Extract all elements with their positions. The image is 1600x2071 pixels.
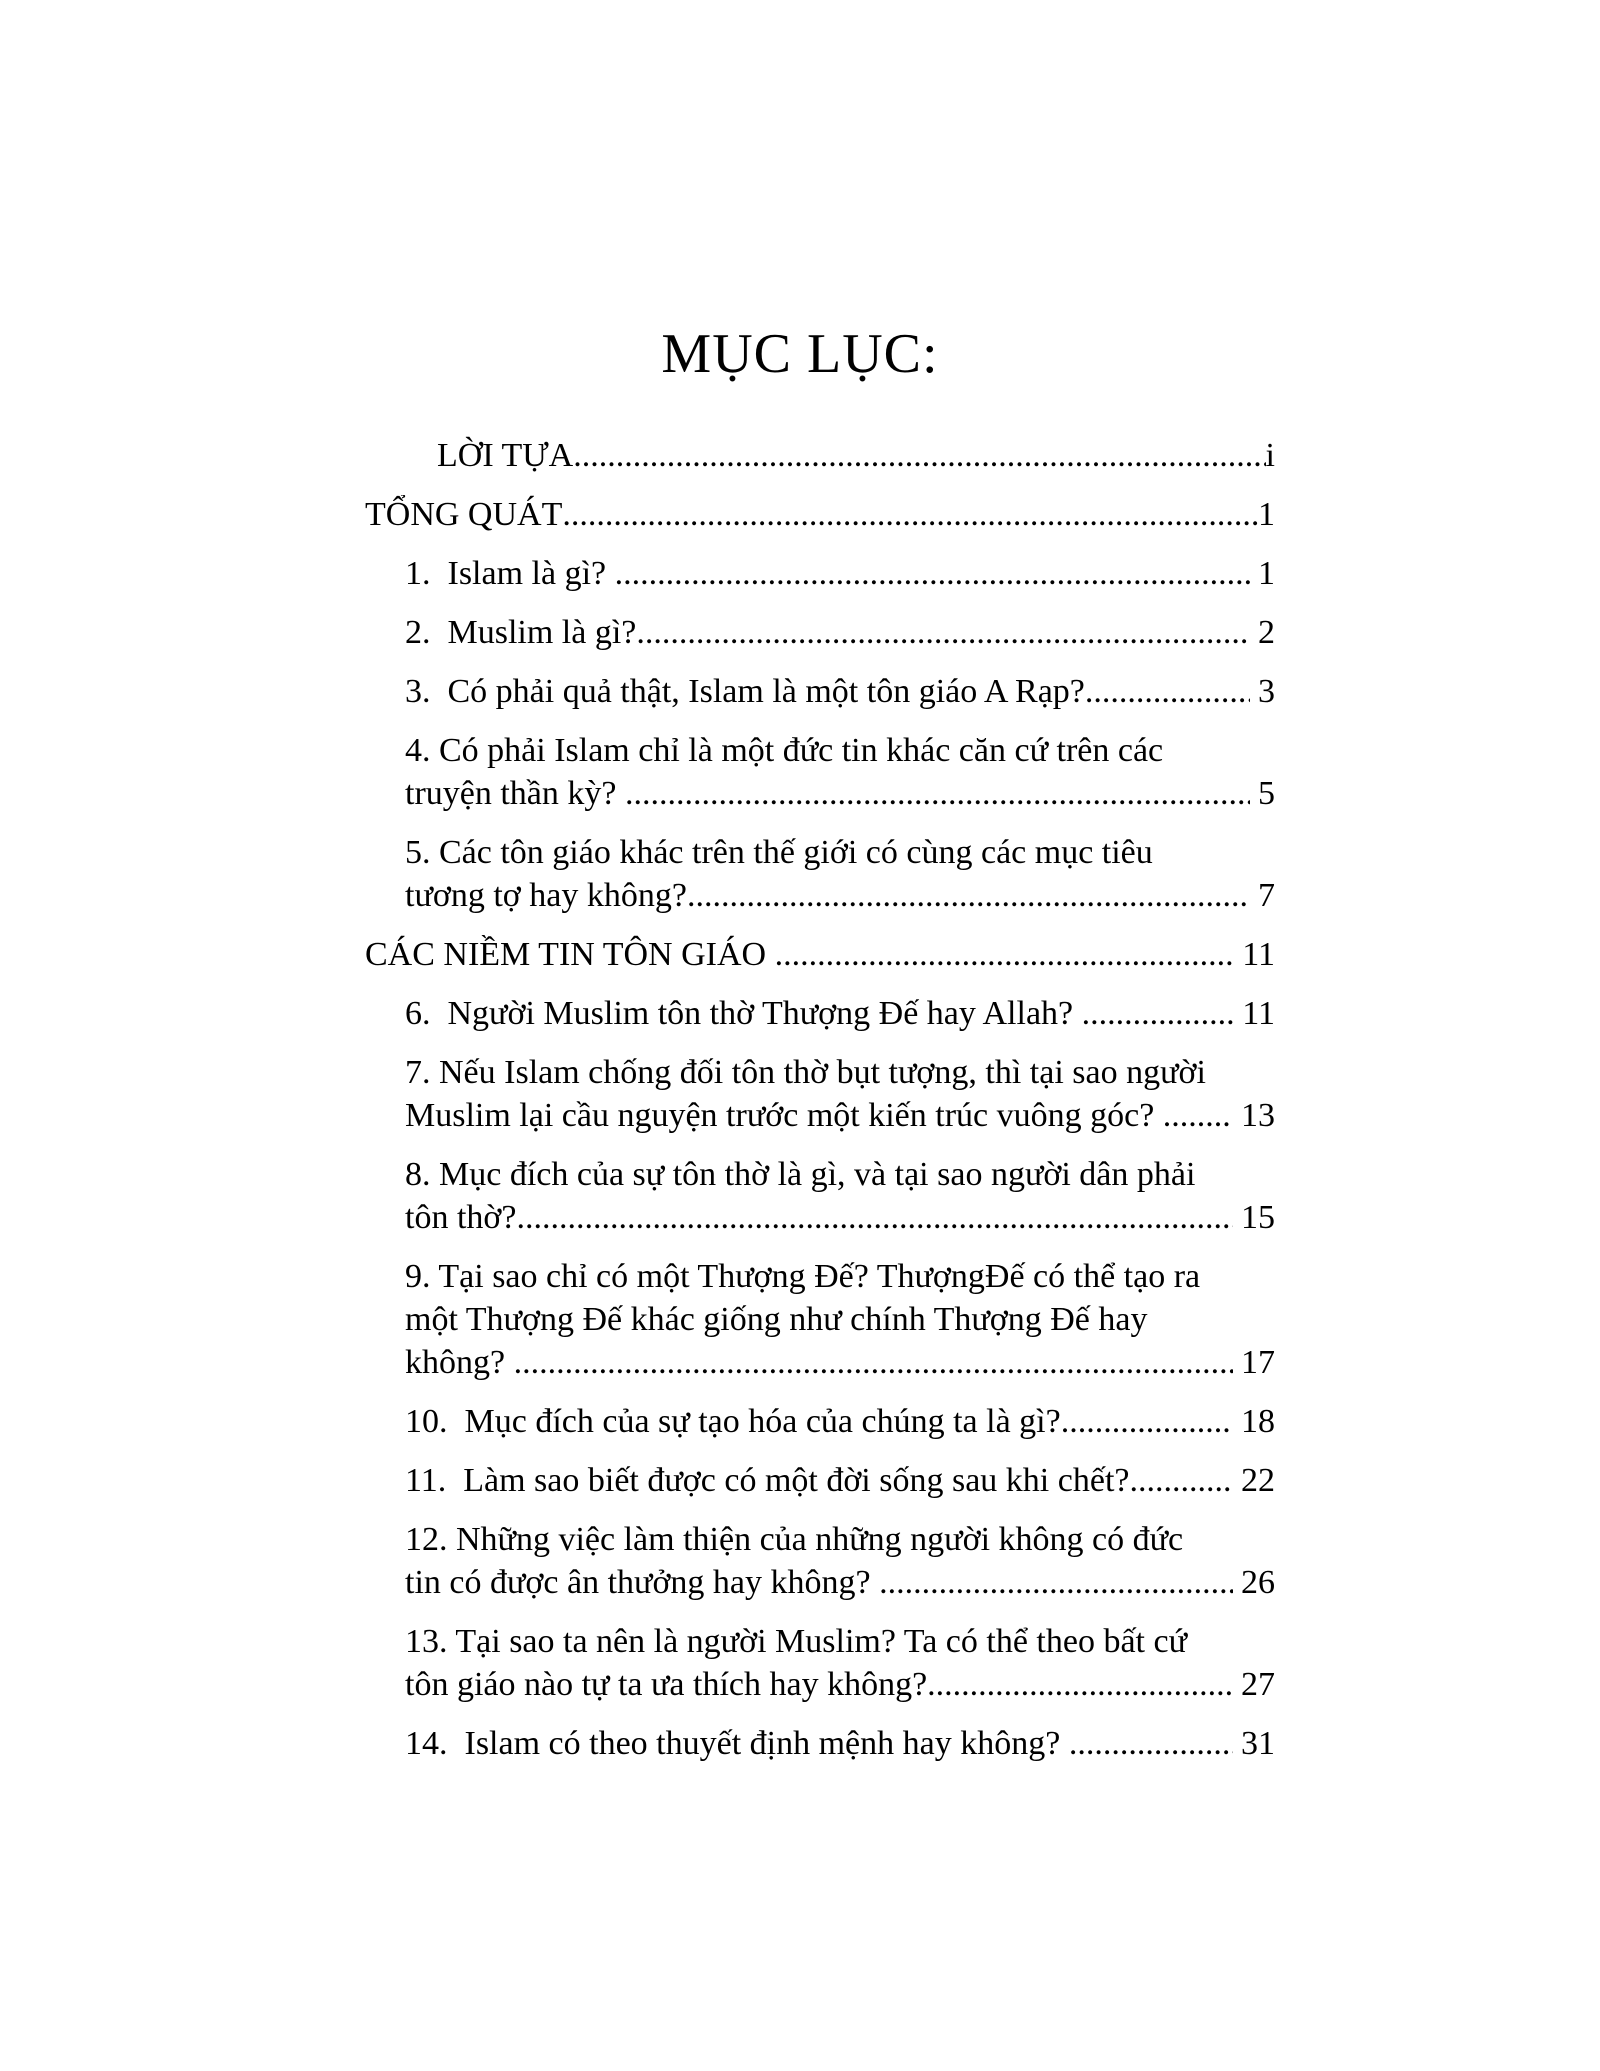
toc-section-overview[interactable] <box>365 495 1275 535</box>
toc-page-number: 26 <box>1232 1564 1275 1601</box>
leader-dots <box>516 1198 1232 1238</box>
toc-entry-title: không? <box>405 1344 514 1381</box>
toc-page-number: 17 <box>1232 1344 1275 1381</box>
toc-page-number: 11 <box>1233 936 1275 973</box>
leader-dots <box>687 876 1250 916</box>
toc-entry-title: 2. Muslim là gì? <box>405 614 637 651</box>
toc-entry-14[interactable] <box>405 1724 1275 1764</box>
toc-entry-1[interactable] <box>405 554 1275 594</box>
leader-dots <box>927 1665 1232 1705</box>
toc-section-religious-beliefs[interactable] <box>365 935 1275 975</box>
toc-entry-11[interactable] <box>405 1461 1275 1501</box>
leader-dots <box>775 935 1234 975</box>
toc-entry-12[interactable] <box>405 1563 1275 1603</box>
toc-entry-title: tin có được ân thưởng hay không? <box>405 1564 880 1601</box>
toc-page-number: 27 <box>1232 1666 1275 1703</box>
toc-entry-title: TỔNG QUÁT <box>365 496 563 533</box>
toc-entry-title: truyện thần kỳ? <box>405 775 625 812</box>
toc-entry-9-line-2[interactable]: một Thượng Đế khác giống như chính Thượng Đế hay <box>405 1301 1148 1338</box>
leader-dots <box>562 495 1258 535</box>
toc-page-number: i <box>1265 437 1275 474</box>
toc-page-number: 22 <box>1232 1462 1275 1499</box>
toc-page-number: 7 <box>1249 877 1275 914</box>
toc-entry-6[interactable] <box>405 994 1275 1034</box>
page-title: MỤC LỤC: <box>661 323 939 385</box>
toc-entry-4[interactable] <box>405 774 1275 814</box>
toc-page-number: 3 <box>1249 673 1275 710</box>
toc-entry-2[interactable] <box>405 613 1275 653</box>
leader-dots <box>625 774 1250 814</box>
toc-entry-5-line-1[interactable]: 5. Các tôn giáo khác trên thế giới có cùng các mục tiêu <box>405 834 1153 871</box>
toc-entry-8[interactable] <box>405 1198 1275 1238</box>
leader-dots <box>1085 672 1250 712</box>
leader-dots <box>1129 1461 1232 1501</box>
toc-entry-7-line-1[interactable]: 7. Nếu Islam chống đối tôn thờ bụt tượng, thì tại sao người <box>405 1054 1206 1091</box>
toc-entry-9[interactable] <box>405 1343 1275 1383</box>
toc-entry-13[interactable] <box>405 1665 1275 1705</box>
toc-entry-5[interactable] <box>405 876 1275 916</box>
toc-entry-4-line-1[interactable]: 4. Có phải Islam chỉ là một đức tin khác căn cứ trên các <box>405 732 1164 769</box>
leader-dots <box>1082 994 1234 1034</box>
leader-dots <box>514 1343 1233 1383</box>
toc-page-number: 1 <box>1258 496 1275 533</box>
leader-dots <box>573 436 1265 476</box>
leader-dots <box>1069 1724 1233 1764</box>
toc-entry-title: tôn giáo nào tự ta ưa thích hay không? <box>405 1666 928 1703</box>
toc-entry-7[interactable] <box>405 1096 1275 1136</box>
toc-page-number: 11 <box>1233 995 1275 1032</box>
toc-page-number: 31 <box>1232 1725 1275 1762</box>
toc-entry-13-line-1[interactable]: 13. Tại sao ta nên là người Muslim? Ta có thể theo bất cứ <box>405 1623 1188 1660</box>
toc-entry-12-line-1[interactable]: 12. Những việc làm thiện của những người không có đức <box>405 1521 1184 1558</box>
toc-entry-title: tôn thờ? <box>405 1199 517 1236</box>
toc-entry-title: tương tợ hay không? <box>405 877 687 914</box>
toc-entry-title: LỜI TỰA <box>437 437 574 474</box>
toc-entry-title: 6. Người Muslim tôn thờ Thượng Đế hay Allah? <box>405 995 1082 1032</box>
leader-dots <box>1061 1402 1233 1442</box>
toc-entry-3[interactable] <box>405 672 1275 712</box>
toc-entry-title: 11. Làm sao biết được có một đời sống sau khi chết? <box>405 1462 1130 1499</box>
toc-entry-title: 14. Islam có theo thuyết định mệnh hay không? <box>405 1725 1069 1762</box>
toc-page-number: 18 <box>1232 1403 1275 1440</box>
toc-page-number: 1 <box>1249 555 1275 592</box>
leader-dots <box>1163 1096 1233 1136</box>
toc-page-number: 5 <box>1249 775 1275 812</box>
toc-page-number: 15 <box>1232 1199 1275 1236</box>
toc-entry-preface[interactable] <box>437 436 1275 476</box>
toc-page-number: 13 <box>1232 1097 1275 1134</box>
toc-entry-title: 3. Có phải quả thật, Islam là một tôn giáo A Rạp? <box>405 673 1085 710</box>
toc-entry-8-line-1[interactable]: 8. Mục đích của sự tôn thờ là gì, và tại sao người dân phải <box>405 1156 1196 1193</box>
toc-entry-10[interactable] <box>405 1402 1275 1442</box>
leader-dots <box>636 613 1249 653</box>
toc-page-number: 2 <box>1249 614 1275 651</box>
toc-entry-title: Muslim lại cầu nguyện trước một kiến trúc vuông góc? <box>405 1097 1163 1134</box>
toc-entry-9-line-1[interactable]: 9. Tại sao chỉ có một Thượng Đế? ThượngĐế có thể tạo ra <box>405 1258 1201 1295</box>
toc-entry-title: 10. Mục đích của sự tạo hóa của chúng ta là gì? <box>405 1403 1061 1440</box>
leader-dots <box>615 554 1250 594</box>
leader-dots <box>879 1563 1232 1603</box>
toc-entry-title: 1. Islam là gì? <box>405 555 615 592</box>
toc-entry-title: CÁC NIỀM TIN TÔN GIÁO <box>365 936 775 973</box>
